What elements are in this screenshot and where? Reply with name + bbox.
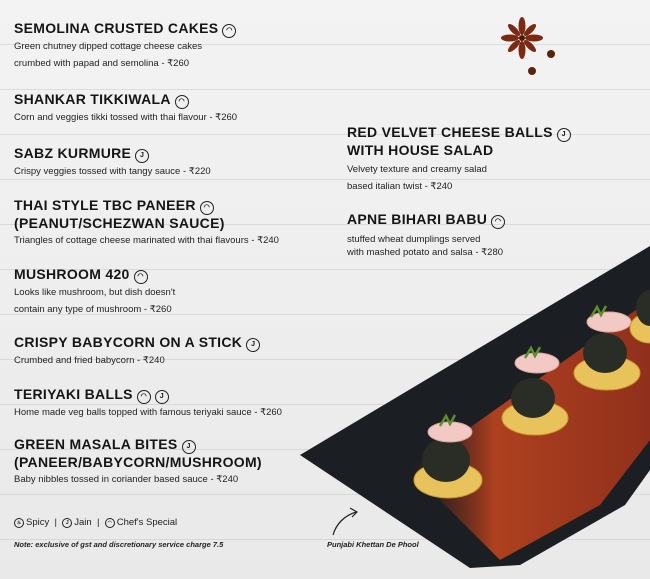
item-title: MUSHROOM 420 ◠ bbox=[14, 266, 175, 284]
item-desc: Crispy veggies tossed with tangy sauce - ₹220 bbox=[14, 166, 211, 177]
jain-icon: J bbox=[246, 338, 260, 352]
legend-spicy: Spicy bbox=[26, 517, 50, 528]
menu-item bbox=[14, 436, 262, 488]
legend-chef: Chef's Special bbox=[116, 517, 178, 528]
item-title: GREEN MASALA BITES J bbox=[14, 436, 262, 454]
menu-item bbox=[14, 197, 279, 249]
menu-item bbox=[347, 211, 505, 259]
chefs-special-icon: ◠ bbox=[137, 390, 151, 404]
menu-item bbox=[347, 124, 571, 195]
item-subtitle: WITH HOUSE SALAD bbox=[347, 142, 494, 158]
item-desc: Looks like mushroom, but dish doesn't bbox=[14, 287, 176, 298]
jain-icon: J bbox=[182, 440, 196, 454]
menu-item bbox=[14, 386, 282, 421]
photo-caption: Punjabi Khettan De Phool bbox=[327, 540, 419, 549]
jain-icon: J bbox=[557, 128, 571, 142]
chefs-special-icon: ◠ bbox=[134, 270, 148, 284]
item-desc: based italian twist - ₹240 bbox=[347, 181, 453, 192]
item-title: APNE BIHARI BABU ◠ bbox=[347, 211, 505, 229]
pepper-seed bbox=[547, 50, 555, 58]
item-desc: Corn and veggies tikki tossed with thai flavour - ₹260 bbox=[14, 112, 238, 123]
item-subtitle: (PEANUT/SCHEZWAN SAUCE) bbox=[14, 215, 225, 231]
item-desc: crumbed with papad and semolina - ₹260 bbox=[14, 58, 190, 69]
item-desc: Velvety texture and creamy salad bbox=[347, 164, 487, 175]
caption-arrow bbox=[333, 512, 356, 535]
chefs-special-icon: ◠ bbox=[175, 95, 189, 109]
item-title: TERIYAKI BALLS ◠ J bbox=[14, 386, 282, 404]
menu-item bbox=[14, 145, 211, 180]
item-title: SEMOLINA CRUSTED CAKES ◠ bbox=[14, 20, 236, 38]
menu-item bbox=[14, 20, 236, 72]
item-desc: Crumbed and fried babycorn - ₹240 bbox=[14, 355, 165, 366]
jain-icon: J bbox=[135, 149, 149, 163]
item-desc: Green chutney dipped cottage cheese cakes bbox=[14, 41, 203, 52]
item-desc: Baby nibbles tossed in coriander based sauce - ₹240 bbox=[14, 474, 239, 485]
chefs-special-icon: ◠ bbox=[222, 24, 236, 38]
pepper-seed bbox=[528, 67, 536, 75]
jain-icon: J bbox=[155, 390, 169, 404]
item-title: RED VELVET CHEESE BALLS J bbox=[347, 124, 571, 142]
item-desc: Triangles of cottage cheese marinated with thai flavours - ₹240 bbox=[14, 235, 279, 246]
chefs-special-icon: ◠ bbox=[200, 201, 214, 215]
item-subtitle: (PANEER/BABYCORN/MUSHROOM) bbox=[14, 454, 262, 470]
star-anise bbox=[501, 17, 543, 59]
legend-jain: Jain bbox=[74, 517, 92, 528]
item-title: THAI STYLE TBC PANEER ◠ bbox=[14, 197, 279, 215]
footnote: Note: exclusive of gst and discretionary service charge 7.5 bbox=[14, 540, 224, 549]
item-desc: stuffed wheat dumplings served bbox=[347, 234, 481, 245]
item-desc: Home made veg balls topped with famous teriyaki sauce - ₹260 bbox=[14, 407, 282, 418]
chefs-special-icon: ◠ bbox=[105, 518, 115, 528]
chefs-special-icon: ◠ bbox=[491, 215, 505, 229]
menu-item bbox=[14, 91, 237, 126]
item-title: SABZ KURMURE J bbox=[14, 145, 211, 163]
jain-icon: J bbox=[62, 518, 72, 528]
item-title: SHANKAR TIKKIWALA ◠ bbox=[14, 91, 237, 109]
menu-item bbox=[14, 266, 175, 318]
item-title: CRISPY BABYCORN ON A STICK J bbox=[14, 334, 260, 352]
menu-item bbox=[14, 334, 260, 369]
legend: ♨ Spicy | J Jain | ◠ Chef's Special bbox=[14, 517, 177, 528]
item-desc: contain any type of mushroom - ₹260 bbox=[14, 304, 172, 315]
spicy-icon: ♨ bbox=[14, 518, 24, 528]
item-desc: with mashed potato and salsa - ₹280 bbox=[347, 247, 504, 258]
